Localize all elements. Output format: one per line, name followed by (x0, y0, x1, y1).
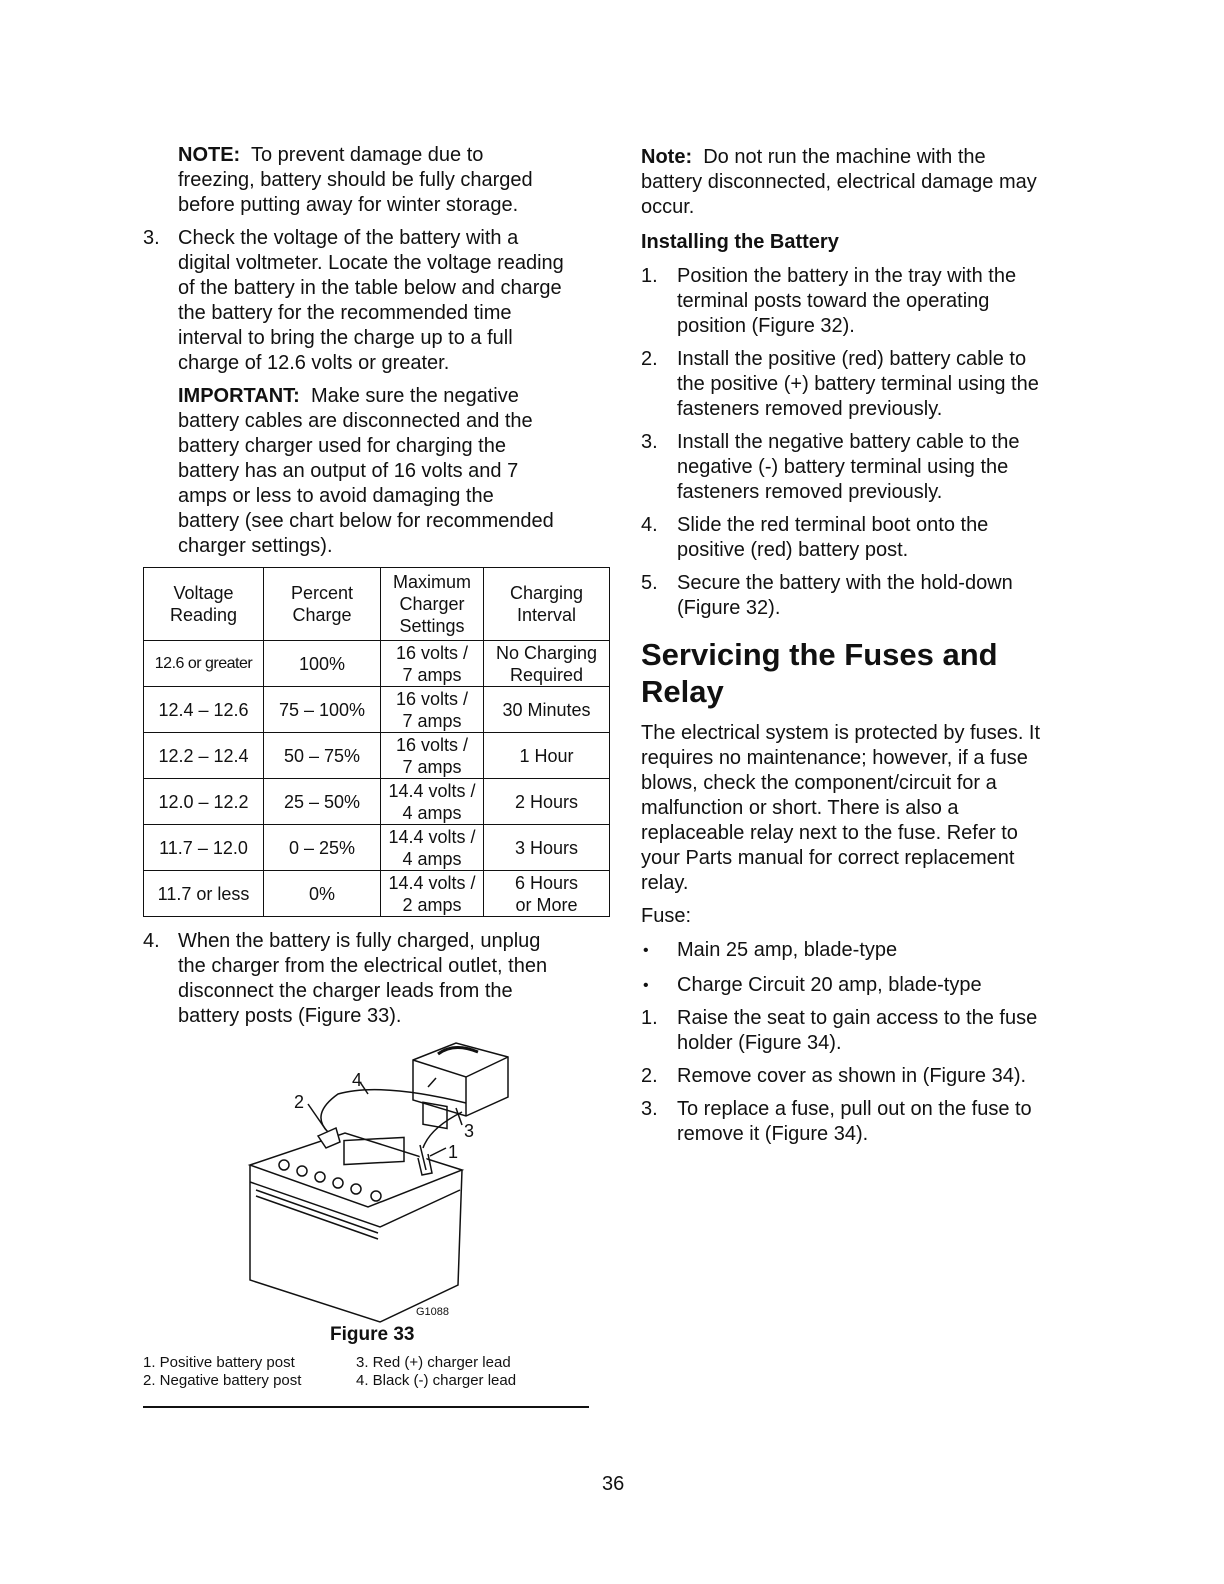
fuse-label: Fuse: (641, 905, 692, 927)
text-line: charge of 12.6 volts or greater. (178, 352, 450, 374)
text-line: interval to bring the charge up to a full (178, 327, 513, 349)
step-number: 2. (641, 348, 658, 370)
table-row (144, 733, 610, 779)
note-line: freezing, battery should be fully charged (178, 169, 533, 191)
bullet-icon: • (643, 942, 649, 959)
cell-interval: No Charging Required (484, 641, 610, 687)
legend-item: 2. Negative battery post (143, 1372, 302, 1389)
legend-item: 3. Red (+) charger lead (356, 1354, 511, 1371)
text-line: digital voltmeter. Locate the voltage reading (178, 252, 564, 274)
cell-interval: 6 Hours or More (484, 871, 610, 917)
battery-charger-illustration (240, 1030, 520, 1325)
cell-interval: 1 Hour (484, 733, 610, 779)
step-number: 3. (143, 227, 160, 249)
fuse-step-1: Raise the seat to gain access to the fuse holder (Figure 34). (677, 1007, 1038, 1054)
important-label: IMPORTANT: (178, 385, 300, 407)
text-line: Check the voltage of the battery with a (178, 227, 519, 249)
cell-settings: 16 volts / 7 amps (381, 641, 484, 687)
cell-settings: 14.4 volts / 2 amps (381, 871, 484, 917)
cell-percent: 0% (264, 871, 381, 917)
fuse-bullet: Main 25 amp, blade-type (677, 939, 898, 961)
text-line: Do not run the machine with the (703, 146, 986, 168)
step-number: 2. (641, 1065, 658, 1087)
header-max-charger-settings: Maximum Charger Settings (381, 568, 484, 641)
install-step-1: Position the battery in the tray with the terminal posts toward the operating position (Figure 32). (677, 265, 1017, 337)
note-line: before putting away for winter storage. (178, 194, 519, 216)
cell-settings: 14.4 volts / 4 amps (381, 779, 484, 825)
figure-legend-col-1 (143, 1354, 301, 1390)
table-row (144, 825, 610, 871)
cell-reading: 11.7 or less (144, 871, 264, 917)
table-header-row (144, 568, 610, 641)
cell-interval: 3 Hours (484, 825, 610, 871)
fuse-bullet: Charge Circuit 20 amp, blade-type (677, 974, 982, 996)
cell-reading: 12.6 or greater (144, 641, 264, 687)
fuses-relay-heading: Servicing the Fuses and Relay (641, 637, 998, 709)
bullet-icon: • (643, 977, 649, 994)
page-number: 36 (602, 1473, 625, 1495)
text-line: Make sure the negative (310, 385, 519, 407)
note-label: NOTE: (178, 144, 241, 166)
text-line: battery posts (Figure 33). (178, 1005, 402, 1027)
cell-reading: 11.7 – 12.0 (144, 825, 264, 871)
callout-1: 1 (448, 1142, 459, 1162)
text-line: disconnect the charger leads from the (178, 980, 513, 1002)
divider (143, 1406, 589, 1408)
step-number: 1. (641, 265, 658, 287)
note-line: To prevent damage due to (250, 144, 484, 166)
battery-icon (250, 1128, 462, 1322)
cell-interval: 2 Hours (484, 779, 610, 825)
installing-battery-heading: Installing the Battery (641, 231, 839, 253)
text-line: amps or less to avoid damaging the (178, 485, 494, 507)
header-voltage-reading: Voltage Reading (144, 568, 264, 641)
install-step-2: Install the positive (red) battery cable to the positive (+) battery terminal using the fasteners removed previously. (677, 348, 1039, 420)
cell-reading: 12.2 – 12.4 (144, 733, 264, 779)
step-number: 5. (641, 572, 658, 594)
cell-percent: 0 – 25% (264, 825, 381, 871)
text-line: the charger from the electrical outlet, then (178, 955, 548, 977)
step-number: 3. (641, 1098, 658, 1120)
text-line: occur. (641, 196, 695, 218)
text-line: battery cables are disconnected and the (178, 410, 533, 432)
text-line: charger settings). (178, 535, 333, 557)
table-row (144, 871, 610, 917)
cell-reading: 12.4 – 12.6 (144, 687, 264, 733)
install-step-3: Install the negative battery cable to the negative (-) battery terminal using the fasteners removed previously. (677, 431, 1020, 503)
table-row (144, 779, 610, 825)
callout-3: 3 (464, 1121, 475, 1141)
figure-code: G1088 (416, 1306, 450, 1318)
table-row (144, 641, 610, 687)
figure-caption: Figure 33 (330, 1324, 415, 1345)
table-row (144, 687, 610, 733)
cell-percent: 100% (264, 641, 381, 687)
important-paragraph (178, 384, 554, 559)
cell-reading: 12.0 – 12.2 (144, 779, 264, 825)
text-line: When the battery is fully charged, unplug (178, 930, 541, 952)
legend-item: 1. Positive battery post (143, 1354, 295, 1371)
text-line: battery (see chart below for recommended (178, 510, 554, 532)
cell-percent: 75 – 100% (264, 687, 381, 733)
step-3-text (178, 226, 564, 376)
charging-table (143, 567, 610, 917)
step-number: 1. (641, 1007, 658, 1029)
text-line: of the battery in the table below and charge (178, 277, 562, 299)
install-step-5: Secure the battery with the hold-down (Figure 32). (677, 572, 1013, 619)
cell-percent: 25 – 50% (264, 779, 381, 825)
note-label: Note: (641, 146, 693, 168)
cell-interval: 30 Minutes (484, 687, 610, 733)
text-line: battery disconnected, electrical damage may (641, 171, 1037, 193)
figure-legend-col-2 (356, 1354, 516, 1390)
step-number: 3. (641, 431, 658, 453)
fuse-paragraph: The electrical system is protected by fuses. It requires no maintenance; however, if a fuse blows, check the component/circuit for a malfunction or short. There is also a replaceable relay next to the fuse. Refer to your Parts manual for correct replacement relay. (641, 722, 1041, 894)
charger-icon (413, 1043, 508, 1128)
fuse-step-2: Remove cover as shown in (Figure 34). (677, 1065, 1027, 1087)
cell-percent: 50 – 75% (264, 733, 381, 779)
note-paragraph (178, 143, 533, 218)
install-step-4: Slide the red terminal boot onto the positive (red) battery post. (677, 514, 989, 561)
legend-item: 4. Black (-) charger lead (356, 1372, 517, 1389)
callout-4: 4 (352, 1070, 363, 1090)
note-paragraph (641, 145, 1037, 220)
step-4-text (178, 929, 547, 1029)
callout-2: 2 (294, 1092, 305, 1112)
text-line: the battery for the recommended time (178, 302, 512, 324)
text-line: battery charger used for charging the (178, 435, 506, 457)
text-line: battery has an output of 16 volts and 7 (178, 460, 519, 482)
cell-settings: 16 volts / 7 amps (381, 687, 484, 733)
header-percent-charge: Percent Charge (264, 568, 381, 641)
cell-settings: 16 volts / 7 amps (381, 733, 484, 779)
step-number: 4. (143, 930, 160, 952)
fuse-step-3: To replace a fuse, pull out on the fuse to remove it (Figure 34). (677, 1098, 1032, 1145)
header-charging-interval: Charging Interval (484, 568, 610, 641)
cell-settings: 14.4 volts / 4 amps (381, 825, 484, 871)
step-number: 4. (641, 514, 658, 536)
